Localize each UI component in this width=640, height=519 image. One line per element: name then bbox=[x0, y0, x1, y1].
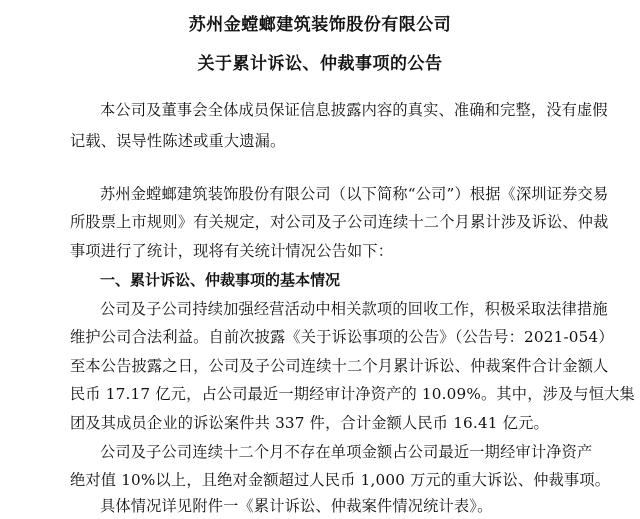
statement-line: 本公司及董事会全体成员保证信息披露内容的真实、准确和完整，没有虚假 bbox=[100, 101, 608, 119]
intro-line: 苏州金螳螂建筑装饰股份有限公司（以下简称“公司”）根据《深圳证券交易 bbox=[100, 185, 609, 203]
statement-line: 记载、误导性陈述或重大遗漏。 bbox=[70, 132, 286, 150]
company-title: 苏州金螳螂建筑装饰股份有限公司 bbox=[188, 15, 452, 35]
paragraph-line: 绝对值 10%以上，且绝对金额超过人民币 1,000 万元的重大诉讼、仲裁事项。 bbox=[70, 471, 611, 489]
paragraph-line: 民币 17.17 亿元，占公司最近一期经审计净资产的 10.09%。其中，涉及与恒大集 bbox=[70, 385, 635, 403]
paragraph-line: 具体情况详见附件一《累计诉讼、仲裁案件情况统计表》。 bbox=[100, 497, 493, 515]
paragraph-line: 公司及子公司持续加强经营活动中相关款项的回收工作，积极采取法律措施 bbox=[100, 300, 608, 318]
section-heading: 一、累计诉讼、仲裁事项的基本情况 bbox=[100, 271, 341, 289]
notice-title: 关于累计诉讼、仲裁事项的公告 bbox=[197, 54, 443, 74]
intro-line: 所股票上市规则》有关规定，对公司及子公司连续十二个月累计涉及诉讼、仲裁 bbox=[70, 213, 609, 231]
intro-line: 事项进行了统计，现将有关统计情况公告如下： bbox=[70, 242, 394, 260]
paragraph-line: 团及其成员企业的诉讼案件共 337 件，合计金额人民币 16.41 亿元。 bbox=[70, 414, 549, 432]
paragraph-line: 至本公告披露之日，公司及子公司连续十二个月累计诉讼、仲裁案件合计金额人 bbox=[70, 357, 609, 375]
paragraph-line: 维护公司合法利益。自前次披露《关于诉讼事项的公告》（公告号：2021-054） bbox=[70, 328, 614, 346]
paragraph-line: 公司及子公司连续十二个月不存在单项金额占公司最近一期经审计净资产 bbox=[100, 443, 593, 461]
